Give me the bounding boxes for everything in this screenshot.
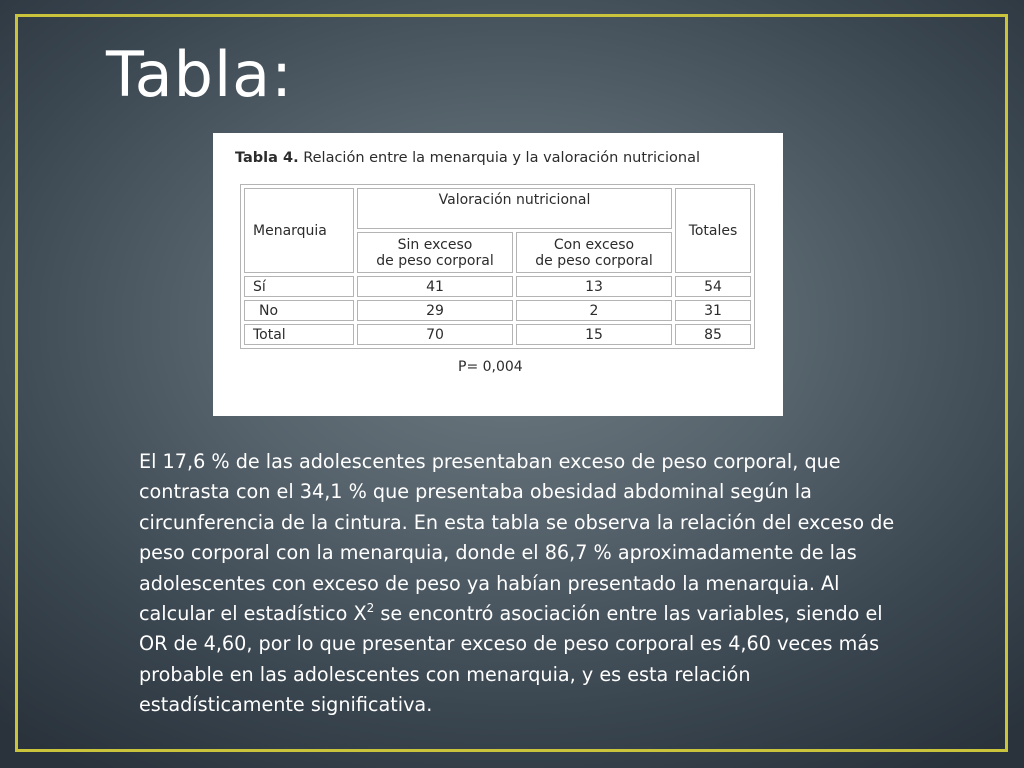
table-row	[244, 300, 751, 321]
header-con-exceso	[516, 232, 672, 273]
cell-con-exceso: 15	[516, 324, 672, 345]
cell-con-exceso: 13	[516, 276, 672, 297]
row-label: Sí	[244, 276, 354, 297]
cell-total: 31	[675, 300, 751, 321]
body-text-part2: se encontró asociación entre las variables, siendo el OR de 4,60, por lo que presentar exceso de peso corporal es 4,60 veces más probable en las adolescentes con menarquia, y es esta relación estadísticamente significativa.	[139, 602, 883, 717]
cell-sin-exceso: 29	[357, 300, 513, 321]
header-con-exceso-line1: Con exceso	[553, 236, 635, 253]
p-value: P= 0,004	[458, 359, 523, 375]
cell-con-exceso: 2	[516, 300, 672, 321]
row-label: Total	[244, 324, 354, 345]
data-table	[240, 184, 755, 349]
cell-sin-exceso: 41	[357, 276, 513, 297]
table-caption	[235, 150, 700, 166]
header-valoracion: Valoración nutricional	[357, 188, 672, 229]
cell-sin-exceso: 70	[357, 324, 513, 345]
header-con-exceso-line2: de peso corporal	[535, 252, 653, 269]
header-sin-exceso	[357, 232, 513, 273]
chi-square-superscript: 2	[366, 601, 375, 616]
header-menarquia: Menarquia	[244, 188, 354, 273]
cell-total: 54	[675, 276, 751, 297]
body-text-part1: El 17,6 % de las adolescentes presentaban exceso de peso corporal, que contrasta con el 34,1 % que presentaba obesidad abdominal según la circunferencia de la cintura. En esta tabla se observa la relación del exceso de peso corporal con la menarquia, donde el 86,7 % aproximadamente de las adolescentes con exceso de peso ya habían presentado la menarquia. Al calcular el estadístico X	[139, 450, 895, 626]
table-row	[244, 324, 751, 345]
slide-title: Tabla:	[106, 38, 294, 111]
body-paragraph	[139, 447, 909, 721]
row-label: No	[244, 300, 354, 321]
header-sin-exceso-line1: Sin exceso	[397, 236, 473, 253]
header-sin-exceso-line2: de peso corporal	[376, 252, 494, 269]
table-caption-number: Tabla 4.	[235, 150, 299, 166]
header-totales: Totales	[675, 188, 751, 273]
table-image	[213, 133, 783, 416]
table-caption-text: Relación entre la menarquia y la valoración nutricional	[298, 150, 700, 166]
cell-total: 85	[675, 324, 751, 345]
table-row	[244, 276, 751, 297]
